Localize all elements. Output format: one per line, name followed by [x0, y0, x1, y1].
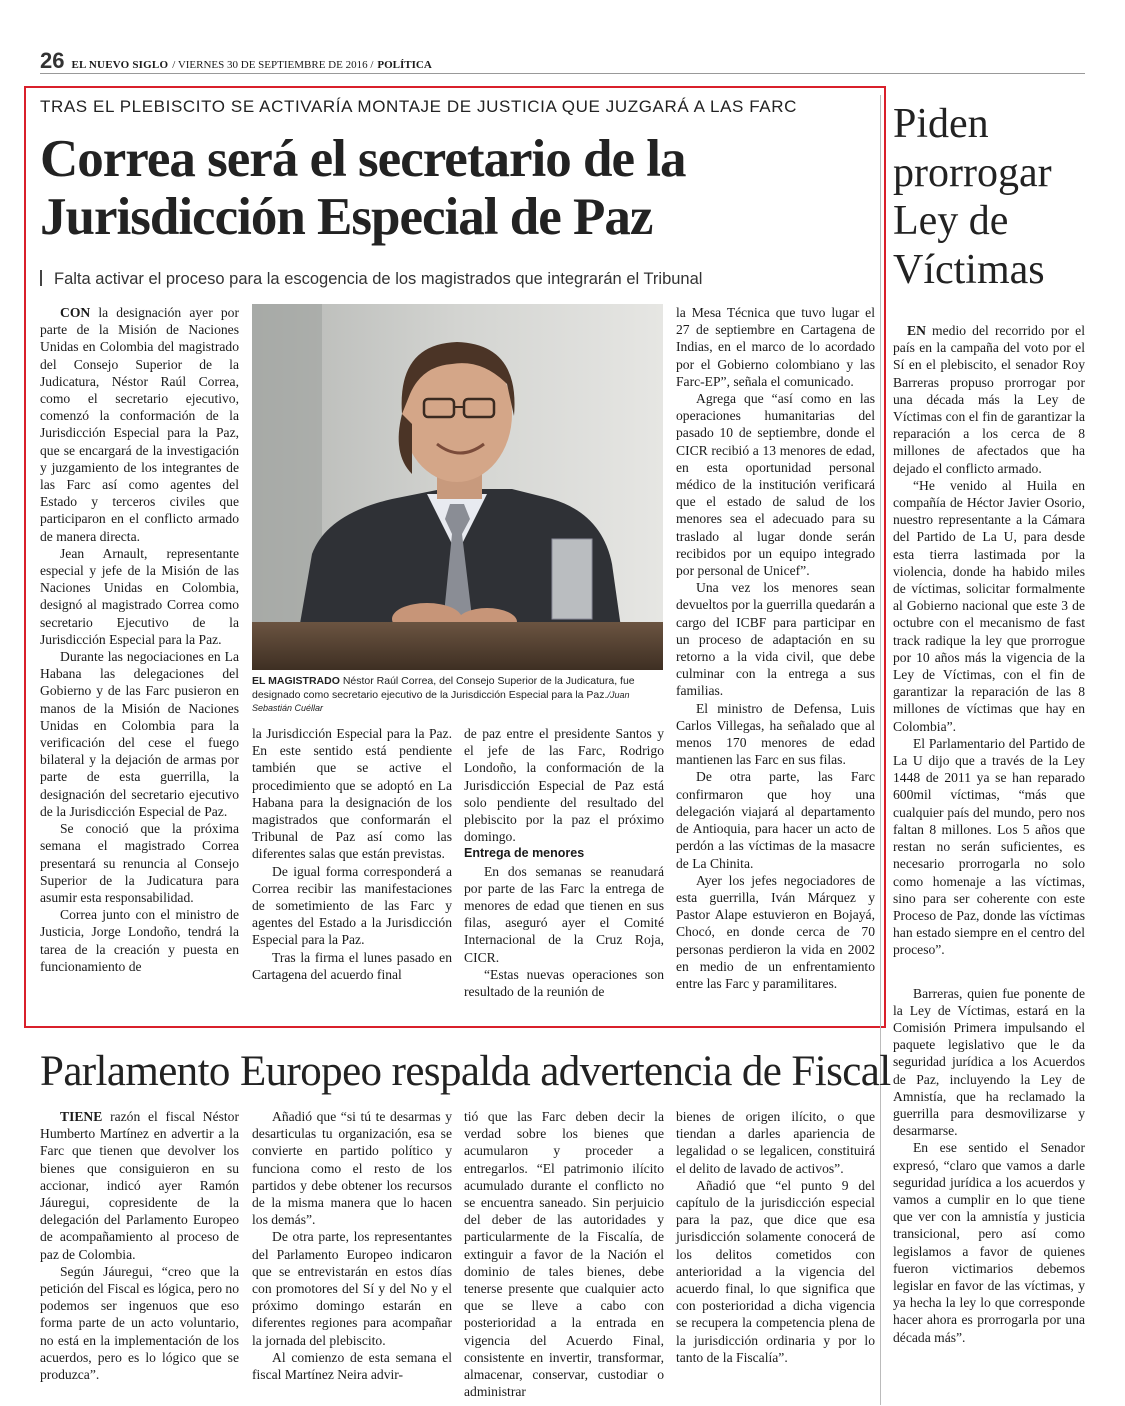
second-column-2: [252, 1108, 452, 1383]
main-column-2: [252, 725, 452, 983]
paragraph: Se conoció que la próxima semana el magistrado Correa presentará su renuncia al Consejo Superior de la Judicatura para asumir esta responsabilidad.: [40, 821, 239, 905]
newspaper-name: EL NUEVO SIGLO: [71, 59, 169, 71]
section-name: POLÍTICA: [377, 59, 432, 71]
paragraph: Correa junto con el ministro de Justicia, Jorge Londoño, tendrá la tarea de la creación y puesta en funcionamiento de: [40, 907, 239, 974]
paragraph: De otra parte, las Farc confirmaron que hoy una delegación viajará al departamento de Antioquia, para hacer un acto de perdón a las víctimas de la masacre de La Chinita.: [676, 769, 875, 871]
paragraph: Al comienzo de esta semana el fiscal Martínez Neira advir-: [252, 1349, 452, 1383]
publication-date: / VIERNES 30 DE SEPTIEMBRE DE 2016 /: [172, 59, 374, 71]
kicker: TRAS EL PLEBISCITO SE ACTIVARÍA MONTAJE DE JUSTICIA QUE JUZGARÁ A LAS FARC: [40, 97, 798, 116]
paragraph: de paz entre el presidente Santos y el jefe de las Farc, Rodrigo Londoño, la conformación de la Jurisdicción Especial de Paz está solo pendiente del resultado del plebiscito por la paz el próximo domingo.: [464, 726, 664, 845]
paragraph: Según Jáuregui, “creo que la petición del Fiscal es lógica, pero no podemos ser ingenuos que eso forma parte de un acto voluntario, no está en la implementación de los acuerdos, pero es lo lógico que se produzca”.: [40, 1263, 239, 1383]
sidebar-column: [893, 322, 1085, 1346]
sidebar-headline: Piden prorrogar Ley de Víctimas: [893, 101, 1052, 293]
paragraph: En dos semanas se reanudará por parte de las Farc la entrega de menores de edad que tienen en sus filas, aseguró ayer el Comité Internacional de la Cruz Roja, CICR.: [464, 863, 664, 965]
paragraph: EN medio del recorrido por el país en la campaña del voto por el Sí en el plebiscito, el senador Roy Barreras propuso prorrogar por una década más la Ley de Víctimas con el fin de garantizar la reparación a los cerca de 8 millones de afectados que ha dejado el conflicto armado.: [893, 323, 1085, 476]
main-headline: Correa será el secretario de la Jurisdicción Especial de Paz: [40, 130, 686, 246]
paragraph: Jean Arnault, representante especial y jefe de la Misión de las Naciones Unidas en Colombia, designó al magistrado Correa como secretario Ejecutivo de la Jurisdicción Especial para la Paz.: [40, 545, 239, 647]
paragraph: De igual forma corresponderá a Correa recibir las manifestaciones de sometimiento de las Farc y agentes del Estado a la Jurisdicción Especial para la Paz.: [252, 863, 452, 948]
caption-label: EL MAGISTRADO: [252, 675, 340, 687]
main-column-4: [676, 304, 875, 992]
photo-caption: [252, 675, 663, 716]
paragraph: De otra parte, los representantes del Parlamento Europeo indicaron que se entrevistarán en estos días con promotores del Sí y del No y el próximo domingo estarán en diferentes regiones para acompañar la jornada del plebiscito.: [252, 1229, 452, 1348]
header-rule: [40, 73, 1085, 74]
lead-word: TIENE: [60, 1109, 103, 1124]
main-column-1: [40, 304, 239, 975]
paragraph: Añadió que “el punto 9 del capítulo de la jurisdicción especial para la paz, que dice que esa jurisdicción solamente conocerá de los delitos cometidos con anterioridad a la vigencia del acuerdo final, lo que significa que con posterioridad a dicha vigencia se recupera la competencia plena de la jurisdicción ordinaria y por lo tanto de la Fiscalía”.: [676, 1177, 875, 1365]
paragraph: En ese sentido el Senador expresó, “claro que vamos a darle seguridad jurídica a los acuerdos y vamos a cumplir en lo que tiene que ver con la amnistía y justicia transicional, pero así como legislamos a favor de quienes fueron victimarios debemos legislar en favor de las víctimas, y ya hecha la ley lo que corresponde hacer ahora es prorrogarla por una década más”.: [893, 1140, 1085, 1345]
paragraph: la Jurisdicción Especial para la Paz. En este sentido está pendiente también que se active el procedimiento que se adoptó en La Habana para la designación de los magistrados que conformarán el Tribunal de Paz así como las diferentes salas que están previstas.: [252, 726, 452, 862]
paragraph: Añadió que “si tú te desarmas y desarticulas tu organización, esa se convierte en partido político y funciona como el resto de los partidos y debe obtener los recursos de la misma manera que lo hacen los demás”.: [252, 1109, 452, 1228]
page-header: [40, 48, 432, 73]
second-headline: Parlamento Europeo respalda advertencia de Fiscal: [40, 1048, 891, 1095]
paragraph: bienes de origen ilícito, o que tiendan a darles apariencia de legalidad o se legalicen, constituirá el delito de lavado de activos”.: [676, 1109, 875, 1176]
paragraph: Una vez los menores sean devueltos por la guerrilla quedarán a cargo del ICBF para participar en un proceso de adaptación en su retorno a la vida civil, que debe culminar con la entrega a sus familias.: [676, 580, 875, 699]
page-number: 26: [40, 48, 65, 73]
paragraph: TIENE razón el fiscal Néstor Humberto Martínez en advertir a la Farc que tienen que devolver los bienes que consiguieron en su accionar, indicó ayer Ramón Jáuregui, copresidente de la delegación del Parlamento Europeo de acompañamiento al proceso de paz de Colombia.: [40, 1109, 239, 1262]
second-column-1: [40, 1108, 239, 1383]
paragraph: “He venido al Huila en compañía de Héctor Javier Osorio, nuestro representante a la Cámara del Partido de La U, para desde esta tierra lastimada por la violencia, donde ha habido miles de víctimas, solicitar formalmente al Gobierno nacional que este 3 de octubre con el mecanismo de fast track radique la ley que prorrogue por 10 años más la vigencia de la Ley de Víctimas, con el fin de garantizar la reparación de las 8 millones de víctimas que hay en Colombia”.: [893, 477, 1085, 734]
paragraph: Durante las negociaciones en La Habana las delegaciones del Gobierno y de las Farc pusieron en manos de la Misión de Naciones Unidas en Colombia para la verificación del cese el fuego bilateral y la dejación de armas por parte de esta guerrilla, la designación del secretario ejecutivo de la Jurisdicción Especial de Paz.: [40, 649, 239, 819]
paragraph: la Mesa Técnica que tuvo lugar el 27 de septiembre en Cartagena de Indias, en el marco de lo acordado por el Gobierno colombiano y las Farc-EP”, señala el comunicado.: [676, 305, 875, 389]
paragraph: Ayer los jefes negociadores de esta guerrilla, Iván Márquez y Pastor Alape estuvieron en Bojayá, Chocó, en donde cerca de 70 personas perdieron la vida en 2002 en medio de un enfrentamiento entre las Farc y paramilitares.: [676, 872, 875, 991]
paragraph: El Parlamentario del Partido de La U dijo que a través de la Ley 1448 de 2011 ya se han reparado 600mil víctimas, “más que cualquier país del mundo, pero nos faltan 8 millones. Los 5 años que restan no serán suficientes, es necesario prorrogarla no solo como homenaje a las víctimas, sino para ser coherente con este Proceso de Paz, donde las víctimas han estado siempre en el centro del proceso”.: [893, 735, 1085, 958]
paragraph: CON la designación ayer por parte de la Misión de Naciones Unidas en Colombia del magistrado del Consejo Superior de la Judicatura, Néstor Raúl Correa, como el secretario ejecutivo, comenzó la conformación de la Jurisdicción Especial para la Paz, que se encargará de la investigación y juzgamiento de los integrantes de las Farc así como agentes del Estado y terceros civiles que participaron en el conflicto armado de manera directa.: [40, 305, 239, 544]
deck: [40, 270, 702, 289]
magistrate-photo: [252, 304, 663, 670]
sidebar-rule: [880, 95, 881, 1405]
paragraph: tió que las Farc deben decir la verdad sobre los bienes que acumularon y proceder a entregarlos. “El patrimonio ilícito acumulado durante el conflicto no se encuentra saneado. Sin perjuicio del deber de las autoridades y particularmente de la Fiscalía, de extinguir a favor de la Nación el dominio de tales bienes, debe tenerse presente que cualquier acto que se lleve a cabo con posterioridad a la entrada en vigencia del Acuerdo Final, consistente en invertir, transformar, almacenar, conservar, custodiar o administrar: [464, 1109, 664, 1400]
deck-text: Falta activar el proceso para la escogencia de los magistrados que integrarán el Tribunal: [54, 270, 703, 288]
caption-text: Néstor Raúl Correa, del Consejo Superior de la Judicatura, fue designado como secretario ejecutivo de la Jurisdicción Especial para la Paz.: [252, 675, 635, 701]
deck-bar: [40, 270, 42, 286]
subhead: Entrega de menores: [464, 846, 585, 861]
paragraph: Barreras, quien fue ponente de la Ley de Víctimas, estará en la Comisión Primera impulsando el paquete legislativo que le da seguridad jurídica a los Acuerdos de Paz, incluyendo la Ley de Amnistía, que ha reclamado la guerrilla para desmovilizarse y desarmarse.: [893, 985, 1085, 1139]
photo-credit: /Juan Sebastián Cuéllar: [252, 689, 630, 713]
paragraph: Tras la firma el lunes pasado en Cartagena del acuerdo final: [252, 949, 452, 982]
paragraph: Agrega que “así como en las operaciones humanitarias del pasado 10 de septiembre, donde el CICR recibió a 13 menores de edad, en esta oportunidad personal médico de la institución verificará que el estado de salud de los menores sea el adecuado para su traslado al lugar donde serán recibidos por un equipo integrado por personal de Unicef”.: [676, 391, 875, 579]
second-column-4: [676, 1108, 875, 1366]
lead-word: CON: [60, 305, 91, 320]
photo-illustration: [252, 304, 663, 670]
second-column-3: [464, 1108, 664, 1400]
paragraph: El ministro de Defensa, Luis Carlos Villegas, ha señalado que al menos 170 menores de edad mantienen las Farc en sus filas.: [676, 700, 875, 768]
lead-word: EN: [907, 323, 926, 338]
main-column-3: [464, 725, 664, 1000]
paragraph: “Estas nuevas operaciones son resultado de la reunión de: [464, 966, 664, 1000]
